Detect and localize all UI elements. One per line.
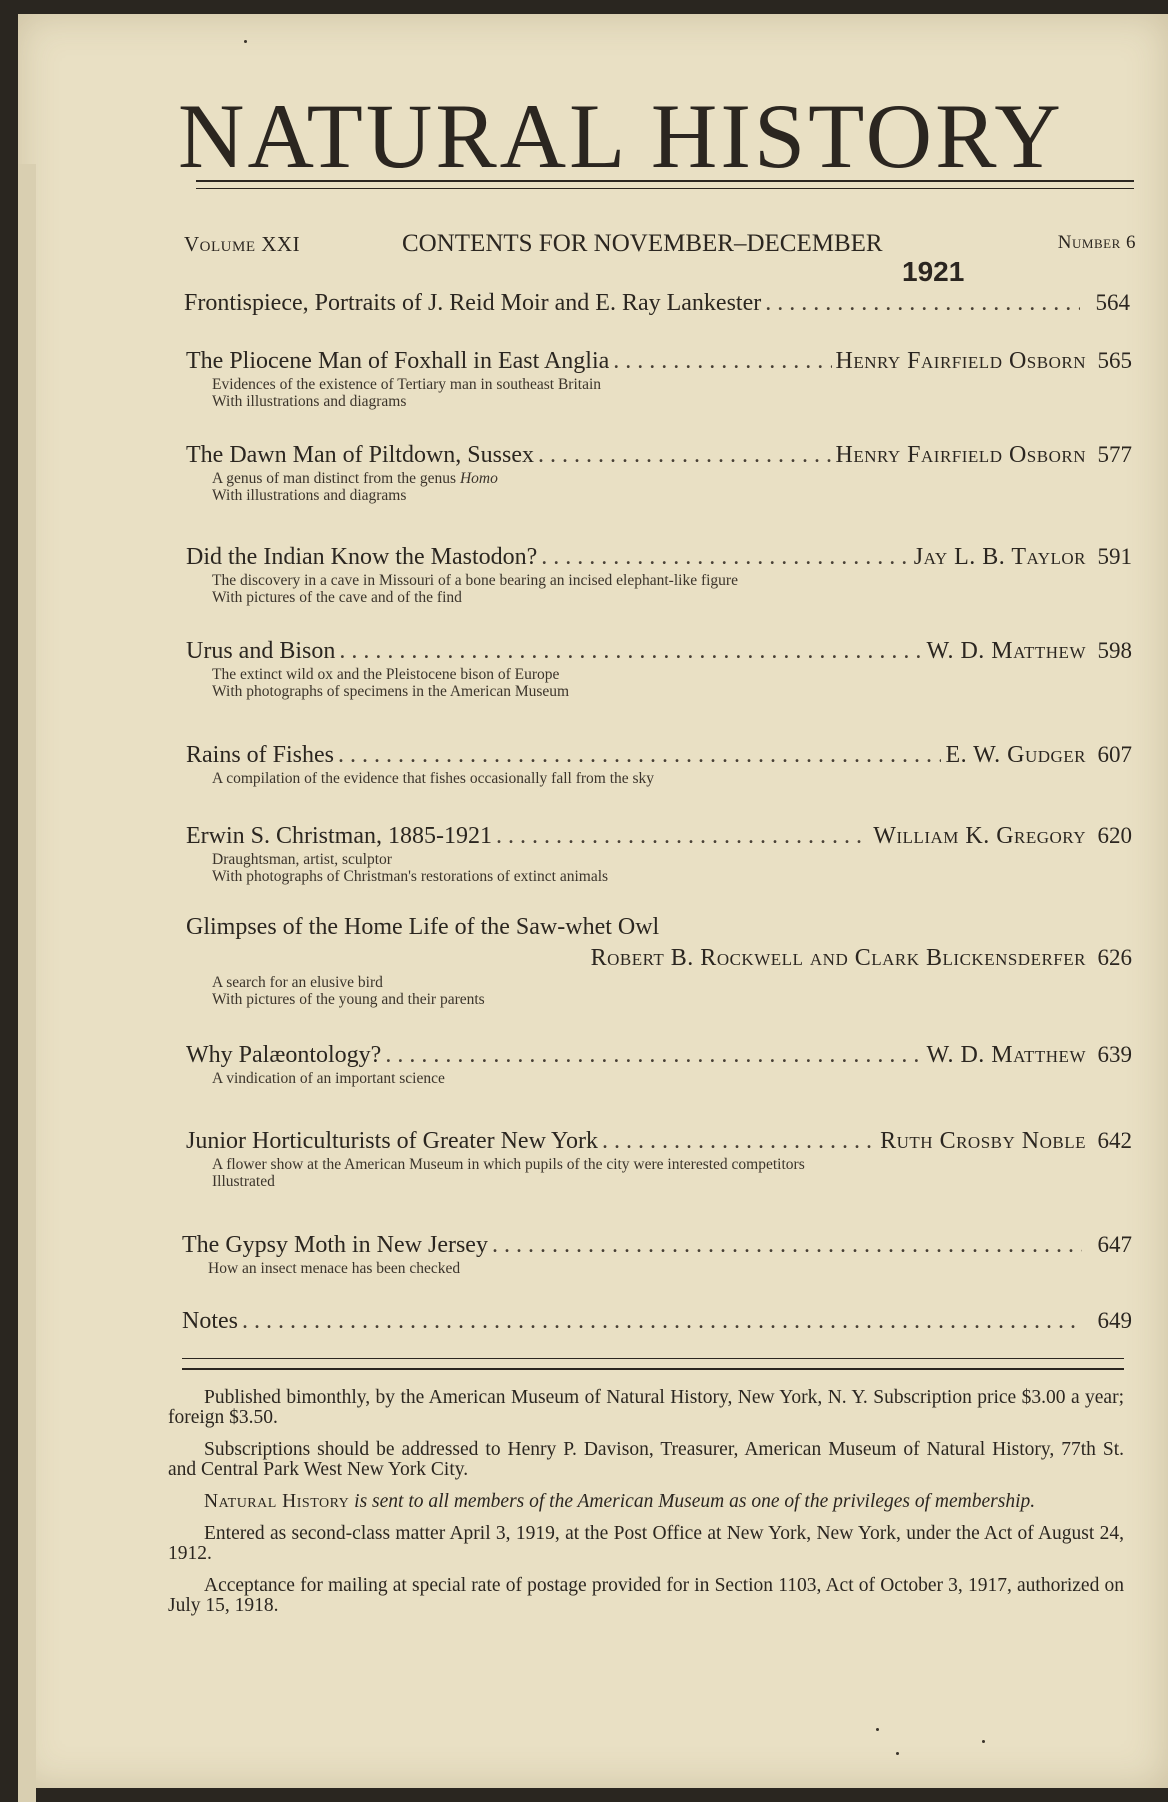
entry-subtitle: How an insect menace has been checked: [208, 1260, 461, 1277]
entry-title: Frontispiece, Portraits of J. Reid Moir and E. Ray Lankester: [184, 290, 762, 316]
entry-subtitle: A compilation of the evidence that fishes occasionally fall from the sky: [212, 770, 655, 787]
entry-page: 565: [1097, 348, 1132, 373]
entry-page: 564: [1095, 290, 1130, 315]
entry-author: Ruth Crosby Noble: [880, 1128, 1086, 1154]
entry-author: Jay L. B. Taylor: [913, 544, 1086, 570]
entry-subtitle: With pictures of the young and their parents: [212, 991, 485, 1008]
entry-title: Erwin S. Christman, 1885-1921: [186, 823, 492, 849]
issue-number: Number 6: [1057, 232, 1136, 253]
entry-subtitle: The extinct wild ox and the Pleistocene bison of Europe: [212, 666, 560, 683]
entry-author: E. W. Gudger: [945, 742, 1086, 768]
toc-entry: [186, 542, 1132, 606]
entry-author: Henry Fairfield Osborn: [835, 348, 1086, 374]
entry-author: William K. Gregory: [873, 823, 1086, 849]
subscription-note: Subscriptions should be addressed to Henry P. Davison, Treasurer, American Museum of Natural History, 77th St. and Central Park West New York City.: [168, 1439, 1124, 1480]
leader-dots: [338, 740, 941, 770]
entry-page: 598: [1097, 638, 1132, 663]
entry-page: 626: [1097, 945, 1132, 970]
footer-rule: [182, 1368, 1124, 1370]
leader-dots: [765, 288, 1080, 318]
entry-note: Entered as second-class matter April 3, 1919, at the Post Office at New York, New York, under the Act of August 24, 1912.: [168, 1523, 1124, 1564]
entry-title: Rains of Fishes: [186, 742, 335, 768]
handwritten-year: 1921: [902, 256, 965, 287]
magazine-name: Natural History: [204, 1491, 350, 1512]
paper-speck: [876, 1728, 879, 1731]
postage-note: Acceptance for mailing at special rate of postage provided for in Section 1103, Act of October 3, 1917, authorized on July 15, 1918.: [168, 1575, 1124, 1616]
entry-subtitle: Illustrated: [212, 1173, 275, 1190]
entry-subtitle: With photographs of Christman's restorations of extinct animals: [212, 868, 609, 885]
entry-title: Notes: [182, 1308, 238, 1334]
publication-note: Published bimonthly, by the American Museum of Natural History, New York, N. Y. Subscription price $3.00 a year; foreign $3.50.: [168, 1387, 1124, 1428]
footer-rule-thin: [182, 1358, 1124, 1359]
toc-entry: [186, 1040, 1132, 1087]
entry-subtitle: With illustrations and diagrams: [212, 393, 407, 410]
entry-page: 607: [1097, 742, 1132, 767]
toc-entry: [186, 346, 1132, 410]
entry-author: Henry Fairfield Osborn: [835, 442, 1086, 468]
toc-entry: [186, 821, 1132, 885]
entry-author: W. D. Matthew: [926, 638, 1086, 664]
entry-title: The Pliocene Man of Foxhall in East Anglia: [186, 348, 610, 374]
leader-dots: [613, 346, 831, 376]
masthead-title: NATURAL HISTORY: [178, 85, 1064, 187]
entry-subtitle: A search for an elusive bird: [212, 974, 383, 991]
volume-label: Volume XXI: [184, 232, 301, 256]
toc-entry: [186, 740, 1132, 787]
leader-dots: [492, 1230, 1082, 1260]
toc-entry: [182, 1230, 1132, 1277]
toc-entry: [186, 440, 1132, 504]
entry-author: W. D. Matthew: [926, 1042, 1086, 1068]
entry-subtitle: With illustrations and diagrams: [212, 487, 407, 504]
entry-page: 620: [1097, 823, 1132, 848]
entry-title: The Dawn Man of Piltdown, Sussex: [186, 442, 534, 468]
entry-title: Why Palæontology?: [186, 1042, 382, 1068]
entry-subtitle: Evidences of the existence of Tertiary man in southeast Britain: [212, 376, 602, 393]
entry-subtitle: With photographs of specimens in the American Museum: [212, 683, 570, 700]
entry-subtitle: A flower show at the American Museum in which pupils of the city were interested competitors: [212, 1156, 805, 1173]
leader-dots: [339, 636, 922, 666]
membership-note: Natural History is sent to all members of the American Museum as one of the privileges of membership.: [204, 1491, 1036, 1512]
contents-header: [184, 230, 1136, 260]
masthead-rule: [196, 180, 1134, 182]
toc-entry: [184, 288, 1130, 318]
entry-page: 577: [1097, 442, 1132, 467]
leader-dots: [242, 1306, 1082, 1336]
entry-title: Glimpses of the Home Life of the Saw-whet Owl: [186, 914, 660, 940]
paper-speck: [982, 1740, 985, 1743]
entry-title: The Gypsy Moth in New Jersey: [182, 1232, 488, 1258]
entry-page: 591: [1097, 544, 1132, 569]
entry-title: Junior Horticulturists of Greater New York: [186, 1128, 598, 1154]
leader-dots: [602, 1126, 876, 1156]
toc-entry: [182, 1306, 1132, 1336]
contents-title: CONTENTS FOR NOVEMBER–DECEMBER: [402, 230, 883, 257]
masthead-rule-thin: [196, 188, 1134, 189]
toc-entry: [186, 636, 1132, 700]
entry-subtitle: Draughtsman, artist, sculptor: [212, 851, 392, 868]
leader-dots: [496, 821, 869, 851]
entry-subtitle: A vindication of an important science: [212, 1070, 445, 1087]
leader-dots: [538, 440, 832, 470]
toc-entry: [186, 1126, 1132, 1190]
entry-subtitle: The discovery in a cave in Missouri of a bone bearing an incised elephant-like figure: [212, 572, 738, 589]
leader-dots: [385, 1040, 922, 1070]
paper-speck: [896, 1752, 899, 1755]
entry-page: 639: [1097, 1042, 1132, 1067]
italic-genus: Homo: [459, 470, 498, 487]
paper-speck: [244, 40, 247, 43]
entry-title: Did the Indian Know the Mastodon?: [186, 544, 538, 570]
publication-info: [168, 1388, 1124, 1628]
entry-page: 642: [1097, 1128, 1132, 1153]
entry-author: Robert B. Rockwell and Clark Blickensderfer: [590, 945, 1086, 971]
leader-dots: [541, 542, 909, 572]
entry-subtitle: A genus of man distinct from the genus Homo: [212, 470, 498, 487]
page-edge: [18, 164, 36, 1802]
entry-title: Urus and Bison: [186, 638, 336, 664]
toc-entry: [186, 912, 1132, 1008]
entry-subtitle: With pictures of the cave and of the find: [212, 589, 462, 606]
entry-page: 649: [1097, 1308, 1132, 1333]
entry-page: 647: [1097, 1232, 1132, 1257]
